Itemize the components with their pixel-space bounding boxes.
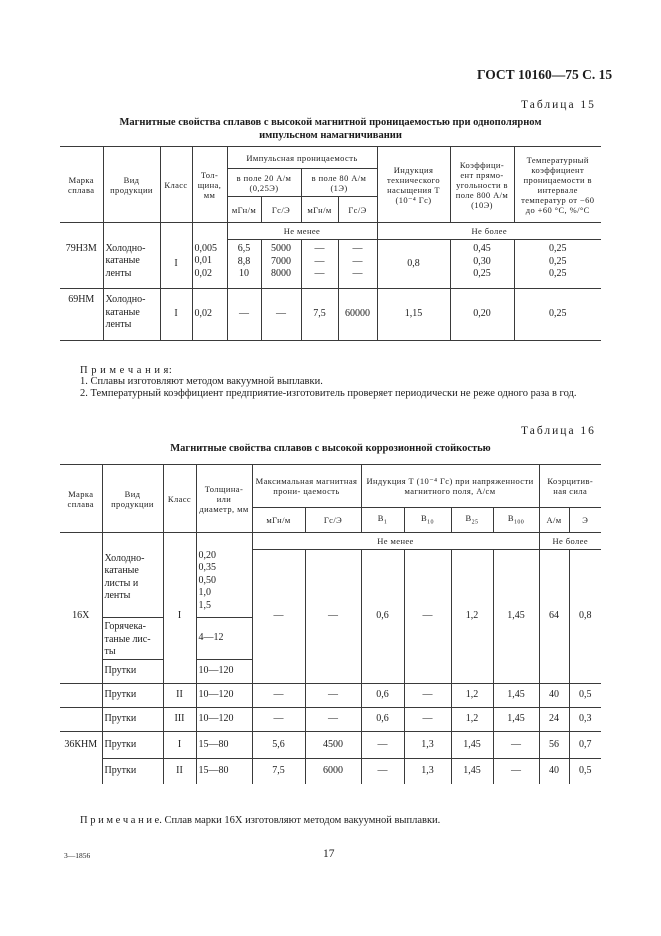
t15-r1-product: Холодно- катаные ленты: [103, 240, 160, 289]
t15-r1-m20-0: 6,5: [237, 243, 251, 254]
t16-h-b100-sub: 100: [513, 519, 525, 526]
table15-title-line1: Магнитные свойства сплавов с высокой магнитной проницаемостью при однополярном: [119, 117, 542, 128]
t15-r2-g80: 60000: [338, 289, 377, 341]
t15-r2-class: I: [160, 289, 192, 341]
t15-h-unit-mgnm-2: мГн/м: [301, 197, 338, 223]
t16-r3-product: Прутки: [102, 759, 163, 784]
t16-r2-e: 0,7: [569, 732, 601, 759]
t15-r2-product: Холодно- катаные ленты: [103, 289, 160, 341]
table-row: [60, 684, 601, 708]
table16-caption: Таблица 16: [521, 425, 596, 437]
t15-r1-th-0: 0,005: [194, 242, 217, 254]
print-code: 3—1856: [64, 851, 91, 860]
t15-r1-g20-1: 7000: [271, 255, 291, 267]
t16-p1-th-4: 1,5: [198, 599, 211, 611]
t16-r1-e: 0,3: [569, 708, 601, 732]
table15-caption: Таблица 15: [521, 99, 596, 111]
t15-r1-m80-0: —: [314, 243, 325, 254]
t15-r1-rect-0: 0,45: [473, 243, 491, 254]
t16-p1-th-2: 0,50: [198, 574, 216, 586]
t16-r1-am: 24: [539, 708, 569, 732]
t15-r1-g20-0: 5000: [271, 243, 291, 254]
table15: [60, 146, 601, 341]
table-row: [60, 289, 601, 341]
t16-p3-thickness: 10—120: [196, 660, 252, 684]
t15-notes-title: П р и м е ч а н и я:: [80, 365, 173, 376]
t16-g-e: 0,8: [569, 550, 601, 684]
t16-h-b10: B: [421, 512, 428, 523]
t16-r2-m: 5,6: [252, 732, 305, 759]
t16-r2-thickness: 15—80: [196, 732, 252, 759]
t16-g-class: I: [163, 550, 196, 684]
t16-r1-g: —: [305, 708, 361, 732]
t15-h-field20: в поле 20 А/м (0,25Э): [227, 169, 301, 197]
t15-r1-temp-2: 0,25: [549, 268, 567, 279]
t16-r0-am: 40: [539, 684, 569, 708]
page-number: 17: [323, 848, 335, 860]
t15-r2-induction: 1,15: [377, 289, 450, 341]
table-row: [60, 759, 601, 784]
t16-r0-m: —: [252, 684, 305, 708]
t16-r1-b25: 1,2: [451, 708, 493, 732]
t16-h-b25: B: [465, 512, 472, 523]
t16-h-thickness: Толщина- или диаметр, мм: [196, 465, 252, 533]
t16-g-g: —: [305, 550, 361, 684]
t15-note-2: 2. Температурный коэффициент предприятие-изготовитель проверяет периодически не реже одного раза в год.: [80, 388, 577, 399]
table-row: [60, 240, 601, 289]
t15-r2-m20: —: [227, 289, 261, 341]
t15-r1-induction: 0,8: [377, 240, 450, 289]
t15-r2-temp: 0,25: [514, 289, 601, 341]
t16-h-b1-sub: 1: [383, 519, 388, 526]
t16-h-induction: Индукция Т (10⁻⁴ Гс) при напряженности магнитного поля, А/см: [361, 465, 539, 508]
t15-r1-grade: 79НЗМ: [60, 240, 103, 289]
t16-r1-b1: 0,6: [361, 708, 404, 732]
t16-r0-product: Прутки: [102, 684, 163, 708]
t16-r3-b1: —: [361, 759, 404, 784]
t16-h-b100: B: [507, 512, 514, 523]
t16-r2-product: Прутки: [102, 732, 163, 759]
t15-r1-m80-2: —: [314, 268, 325, 279]
t16-p3-product: Прутки: [102, 660, 163, 684]
t16-r0-thickness: 10—120: [196, 684, 252, 708]
t15-h-unit-gse-2: Гс/Э: [338, 197, 377, 223]
t16-h-unit-e: Э: [569, 508, 601, 533]
table-row: [60, 550, 601, 618]
t15-r2-thickness: 0,02: [192, 289, 227, 341]
t16-note: П р и м е ч а н и е. Сплав марки 16Х изготовляют методом вакуумной выплавки.: [80, 815, 441, 826]
t15-r2-g20: —: [261, 289, 301, 341]
t16-r1-b10: —: [404, 708, 451, 732]
t16-r0-class: II: [163, 684, 196, 708]
t16-h-class: Класс: [163, 465, 196, 533]
t15-r1-g80-1: —: [352, 255, 363, 267]
t16-h-unit-gse: Гс/Э: [305, 508, 361, 533]
t15-r2-grade: 69НМ: [60, 289, 103, 341]
t16-h-not-less: Не менее: [252, 533, 539, 550]
t15-r1-class: I: [160, 240, 192, 289]
t16-h-b10-sub: 10: [427, 519, 434, 526]
t15-r1-rect-2: 0,25: [473, 268, 491, 279]
t15-r1-m80-1: —: [314, 255, 325, 267]
t15-h-temp: Температурный коэффициент проницаемости в интервале температур от −60 до +60 °С, %/°С: [514, 147, 601, 223]
t16-h-not-more: Не более: [539, 533, 601, 550]
t16-r1-thickness: 10—120: [196, 708, 252, 732]
t16-r3-am: 40: [539, 759, 569, 784]
t16-r3-g: 6000: [305, 759, 361, 784]
t16-h-product: Вид продукции: [102, 465, 163, 533]
table-row: [60, 732, 601, 759]
t16-p2-thickness: 4—12: [196, 618, 252, 660]
page-header: ГОСТ 10160—75 С. 15: [477, 67, 613, 82]
t15-note-1: 1. Сплавы изготовляют методом вакуумной выплавки.: [80, 376, 323, 387]
t15-r1-temp-1: 0,25: [549, 255, 567, 267]
t16-h-unit-am: А/м: [539, 508, 569, 533]
t15-h-thickness: Тол- щина, мм: [192, 147, 227, 223]
t16-r3-e: 0,5: [569, 759, 601, 784]
t16-p1-th-0: 0,20: [198, 549, 216, 561]
t15-r1-g20-2: 8000: [271, 268, 291, 279]
t15-h-unit-mgnm-1: мГн/м: [227, 197, 261, 223]
t15-r2-m80: 7,5: [301, 289, 338, 341]
t16-r2-b10: 1,3: [404, 732, 451, 759]
t16-grade-16x: 16Х: [60, 550, 102, 684]
t16-g-am: 64: [539, 550, 569, 684]
t16-r3-b100: —: [493, 759, 539, 784]
t15-r1-temp-0: 0,25: [549, 243, 567, 254]
t16-h-unit-mgnm: мГн/м: [252, 508, 305, 533]
t15-r2-rect: 0,20: [450, 289, 514, 341]
t16-r2-class: I: [163, 732, 196, 759]
t15-r1-m20-2: 10: [239, 268, 249, 279]
t16-r2-b1: —: [361, 732, 404, 759]
t16-r0-b1: 0,6: [361, 684, 404, 708]
t15-h-field80: в поле 80 А/м (1Э): [301, 169, 377, 197]
t16-p1-th-3: 1,0: [198, 587, 211, 598]
t15-h-rect: Коэффици- ент прямо- угольности в поле 800 А/м (10Э): [450, 147, 514, 223]
table15-title: [60, 116, 601, 142]
t15-h-induction: Индукция технического насыщения Т (10⁻⁴ Гс): [377, 147, 450, 223]
t15-h-grade: Марка сплава: [60, 147, 103, 223]
t16-r2-am: 56: [539, 732, 569, 759]
t15-h-not-more: Не более: [377, 223, 601, 240]
t16-r2-b25: 1,45: [451, 732, 493, 759]
t16-p1-product: Холодно- катаные листы и ленты: [102, 550, 163, 618]
t15-r1-g80-2: —: [352, 268, 363, 279]
t16-r2-grade: 36КНМ: [60, 732, 102, 759]
t16-r3-thickness: 15—80: [196, 759, 252, 784]
t15-r1-g80-0: —: [352, 243, 363, 254]
t15-h-class: Класс: [160, 147, 192, 223]
t16-g-b1: 0,6: [361, 550, 404, 684]
t16-r3-b10: 1,3: [404, 759, 451, 784]
t16-p2-product: Горячека- таные лис- ты: [102, 618, 163, 660]
t15-h-product: Вид продукции: [103, 147, 160, 223]
t15-r1-th-2: 0,02: [194, 267, 212, 279]
t16-h-maxperm: Максимальная магнитная прони- цаемость: [252, 465, 361, 508]
t16-r0-e: 0,5: [569, 684, 601, 708]
t16-r1-product: Прутки: [102, 708, 163, 732]
t16-h-coercive: Коэрцитив- ная сила: [539, 465, 601, 508]
t16-r0-g: —: [305, 684, 361, 708]
t15-h-impulse: Импульсная проницаемость: [227, 147, 377, 169]
t16-r0-b100: 1,45: [493, 684, 539, 708]
table15-title-line2: импульсном намагничивании: [259, 130, 402, 141]
t15-h-unit-gse-1: Гс/Э: [261, 197, 301, 223]
t16-h-b1: B: [377, 512, 384, 523]
table16: [60, 464, 601, 784]
t16-g-b10: —: [404, 550, 451, 684]
t16-g-m: —: [252, 550, 305, 684]
t16-r3-b25: 1,45: [451, 759, 493, 784]
t16-r1-class: III: [163, 708, 196, 732]
t16-r0-b25: 1,2: [451, 684, 493, 708]
t16-r1-m: —: [252, 708, 305, 732]
t16-r3-m: 7,5: [252, 759, 305, 784]
t16-g-b100: 1,45: [493, 550, 539, 684]
t15-r1-th-1: 0,01: [194, 255, 212, 266]
t15-r1-m20-1: 8,8: [237, 255, 251, 267]
t15-r1-rect-1: 0,30: [473, 255, 491, 267]
t16-r1-b100: 1,45: [493, 708, 539, 732]
t16-r2-b100: —: [493, 732, 539, 759]
t16-r0-b10: —: [404, 684, 451, 708]
t16-r2-g: 4500: [305, 732, 361, 759]
t16-h-b25-sub: 25: [471, 519, 479, 526]
t16-g-b25: 1,2: [451, 550, 493, 684]
table-row: [60, 708, 601, 732]
t16-h-grade: Марка сплава: [60, 465, 102, 533]
t16-p1-th-1: 0,35: [198, 562, 216, 573]
t16-r3-class: II: [163, 759, 196, 784]
t15-h-not-less: Не менее: [227, 223, 377, 240]
table16-title: Магнитные свойства сплавов с высокой коррозионной стойкостью: [170, 443, 491, 454]
